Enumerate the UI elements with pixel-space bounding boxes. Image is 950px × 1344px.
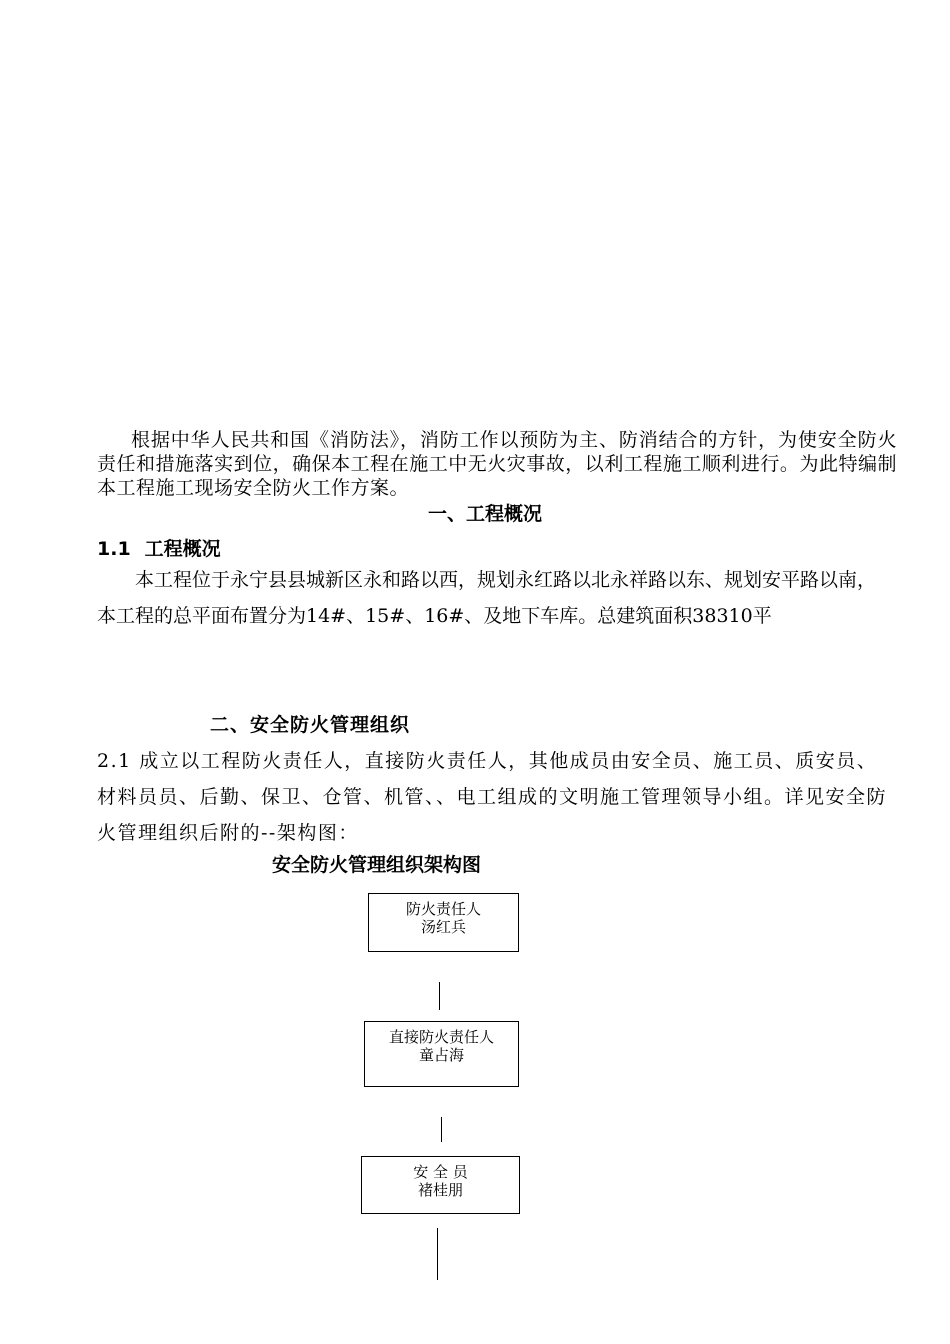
org-node-person: 褚桂朋 bbox=[417, 1181, 463, 1199]
org-connector-line bbox=[441, 1117, 442, 1142]
org-node-role: 防火责任人 bbox=[405, 900, 481, 918]
intro-paragraph bbox=[97, 428, 897, 500]
org-chart-title: 安全防火管理组织架构图 bbox=[272, 854, 482, 876]
organization-paragraph bbox=[97, 743, 897, 851]
org-node-safety-officer bbox=[361, 1156, 520, 1214]
subsection-number: 1.1 bbox=[97, 538, 131, 560]
intro-text: 根据中华人民共和国《消防法》，消防工作以预防为主、防消结合的方针，为使安全防火责任和措施落实到位，确保本工程在施工中无火灾事故，以利工程施工顺利进行。为此特编制本工程施工现场安全防火工作方案。 bbox=[97, 429, 897, 499]
subsection-title: 工程概况 bbox=[144, 538, 221, 560]
overview-text: 本工程位于永宁县县城新区永和路以西，规划永红路以北永祥路以东、规划安平路以南，本工程的总平面布置分为14#、15#、16#、及地下车库。总建筑面积38310平 bbox=[97, 569, 877, 627]
overview-paragraph bbox=[97, 562, 887, 634]
section2-heading: 二、安全防火管理组织 bbox=[210, 714, 411, 736]
org-node-fire-responsible bbox=[368, 893, 519, 952]
section1-heading: 一、工程概况 bbox=[427, 503, 542, 525]
org-node-role: 直接防火责任人 bbox=[388, 1028, 494, 1046]
org-node-person: 汤红兵 bbox=[420, 918, 466, 936]
org-connector-line bbox=[439, 982, 440, 1010]
org-node-role: 安 全 员 bbox=[413, 1163, 468, 1181]
org-node-direct-responsible bbox=[364, 1021, 519, 1087]
organization-text: 2.1 成立以工程防火责任人，直接防火责任人，其他成员由安全员、施工员、质安员、材料员员、后勤、保卫、仓管、机管、、电工组成的文明施工管理领导小组。详见安全防火管理组织后附的--架构图： bbox=[97, 750, 888, 844]
org-connector-line bbox=[437, 1228, 438, 1280]
subsection-heading bbox=[97, 534, 221, 561]
org-node-person: 童占海 bbox=[418, 1046, 464, 1064]
